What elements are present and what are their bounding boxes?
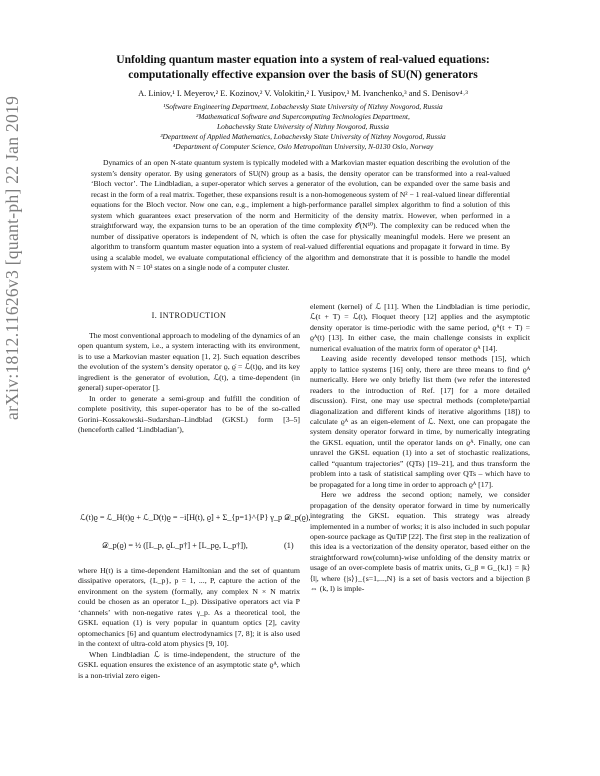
section-heading-introduction: I. INTRODUCTION <box>151 311 227 320</box>
affiliation-3: ³Department of Applied Mathematics, Lobachevsky State University of Nizhny Novgorod, Russia <box>160 131 446 141</box>
equation-1-number: (1) <box>284 541 294 550</box>
title-line-2: computationally effective expansion over the basis of SU(N) generators <box>128 68 478 81</box>
intro-paragraph-3: where H(t) is a time-dependent Hamiltonian and the set of quantum dissipative operators, {L_p}, p = 1, ..., P, capture the action of the environment on the system (formally, any complex N × N matrix could be chosen as an operator L_p). Dissipative operators act via P ‘channels’ with non-negative rates γ_p. As a theoretical tool, the GSKL equation (1) is very popular in quantum optics [2], cavity optomechanics [6] and quantum electrodynamics [7, 8]; it is also used in the context of ultra-cold atom physics [9, 10]. <box>78 566 300 649</box>
right-column <box>310 302 530 595</box>
author-list: A. Liniov,¹ I. Meyerov,² E. Kozinov,² V. Volokitin,² I. Yusipov,³ M. Ivanchenko,³ and S. Denisov⁴˒³ <box>138 89 468 98</box>
equation-1-line-2: 𝒟_p(ϱ) = ½ ([L_p, ϱL_p†] + [L_pϱ, L_p†]), <box>102 541 248 550</box>
left-column-top <box>78 331 300 436</box>
intro-paragraph-2: In order to generate a semi-group and fulfill the condition of complete positivity, this super-operator has to be of the so-called Gorini–Kossakowski–Sudarshan–Lindblad (GKSL) form [3–5] (henceforth called ‘Lindbladian’), <box>78 393 300 435</box>
affiliation-4: ⁴Department of Computer Science, Oslo Metropolitan University, N-0130 Oslo, Norway <box>172 141 434 151</box>
title-line-1: Unfolding quantum master equation into a system of real-valued equations: <box>116 53 490 66</box>
affiliation-1: ¹Software Engineering Department, Lobachevsky State University of Nizhny Novgorod, Russia <box>163 102 443 111</box>
arxiv-identifier-stamp[interactable]: arXiv:1812.11626v3 [quant-ph] 22 Jan 2019 <box>2 95 22 420</box>
intro-paragraph-4: When Lindbladian ℒ is time-independent, the structure of the GSKL equation ensures the existence of an asymptotic state ϱᴬ, which is a non-trivial zero eigen- <box>78 649 300 680</box>
equation-1-line-1: ℒ(t)ϱ = ℒ_H(t)ϱ + ℒ_D(t)ϱ = −i[H(t), ϱ] + Σ_{p=1}^{P} γ_p 𝒟_p(ϱ), <box>80 513 311 522</box>
affiliation-2: ²Mathematical Software and Supercomputing Technologies Department, <box>196 111 410 121</box>
intro-paragraph-7: Here we address the second option; namely, we consider propagation of the density operator forward in time by numerically integrating the GKSL equation. This strategy was already implemented in a number of works; it is also included in such popular open-source package as QuTiP [22]. The first step in the realization of this idea is a vectorization of the density operator, based either on the straightforward row(column)-wise unfolding of the density matrix or usage of an over-complete basis of matrix units, G_β ≡ G_{k,l} = |k⟩⟨l|, where {|s⟩}_{s=1,...,N} is a set of basis vectors and a bijection β ⇔ (k, l) is imple- <box>310 490 530 594</box>
affiliation-2-cont: Lobachevsky State University of Nizhny Novgorod, Russia <box>217 121 389 131</box>
left-column-bottom <box>78 566 300 681</box>
intro-paragraph-1: The most conventional approach to modeling of the dynamics of an open quantum system, i.e., a system interacting with its environment, is to use a Markovian master equation [1, 2]. Such equation describes the evolution of the system’s density operator ϱ, ϱ̇ = ℒ(t)ϱ, and its key ingredient is the generator of evolution, ℒ(t), a time-dependent (in general) super-operator []. <box>78 331 300 393</box>
abstract-text: Dynamics of an open N-state quantum system is typically modeled with a Markovian master equation describing the evolution of the system’s density operator. By using generators of SU(N) group as a basis, the density operator can be transformed into a real-valued ‘Bloch vector’. The Lindbladian, a super-operator which serves a generator of the evolution, can be expanded over the same basis and recast in the form of a real matrix. Together, these expansions result is a non-homogeneous system of N² − 1 real-valued linear differential equations for the Bloch vector. Now one can, e.g., implement a high-performance parallel simplex algorithm to find a solution of this system which guarantees exact preservation of the norm and Hermiticity of the density matrix. However, when performed in a straightforward way, the expansion turns to be an operation of the time complexity 𝒪(N¹⁰). The complexity can be reduced when the number of dissipative operators is independent of N, which is often the case for physically meaningful models. Here we present an algorithm to transform quantum master equation into a system of real-valued differential equations and propagate it forward in time. By using a scalable model, we evaluate computational efficiency of the algorithm and demonstrate that it is possible to handle the model system with N = 10³ states on a single node of a computer cluster. <box>91 158 510 272</box>
intro-paragraph-6: Leaving aside recently developed tensor methods [15], which apply to lattice systems [16] only, there are three means to find ϱᴬ numerically. Here we only briefly list them (we refer the interested readers to the introduction of Ref. [17] for a more detailed discussion). First, one may use spectral methods (complete/partial diagonalization and different kinds of iterative algorithms [18]) to calculate ϱᴬ as an eigen-element of ℒ. Next, one can propagate the system density operator forward in time, by numerically integrating the GKSL equation, until the operator lands on ϱᴬ. Finally, one can unravel the GKSL equation (1) into a set of stochastic realizations, called “quantum trajectories” (QTs) [19–21], and thus transform the problem into a task of statistical sampling over QTs – which have to be propagated for a long time in order to approach ϱᴬ [17]. <box>310 354 530 489</box>
abstract <box>91 158 510 274</box>
affiliations <box>70 102 536 152</box>
paper-title <box>78 52 528 82</box>
intro-paragraph-5: element (kernel) of ℒ [11]. When the Lindbladian is time periodic, ℒ(t + T) = ℒ(t), Floquet theory [12] applies and the asymptotic density operator is time-periodic with the same period, ϱᴬ(t + T) = ϱᴬ(t) [13]. In either case, the main challenge consists in explicit numerical evaluation of the matrix form of operator ϱᴬ [14]. <box>310 302 530 353</box>
